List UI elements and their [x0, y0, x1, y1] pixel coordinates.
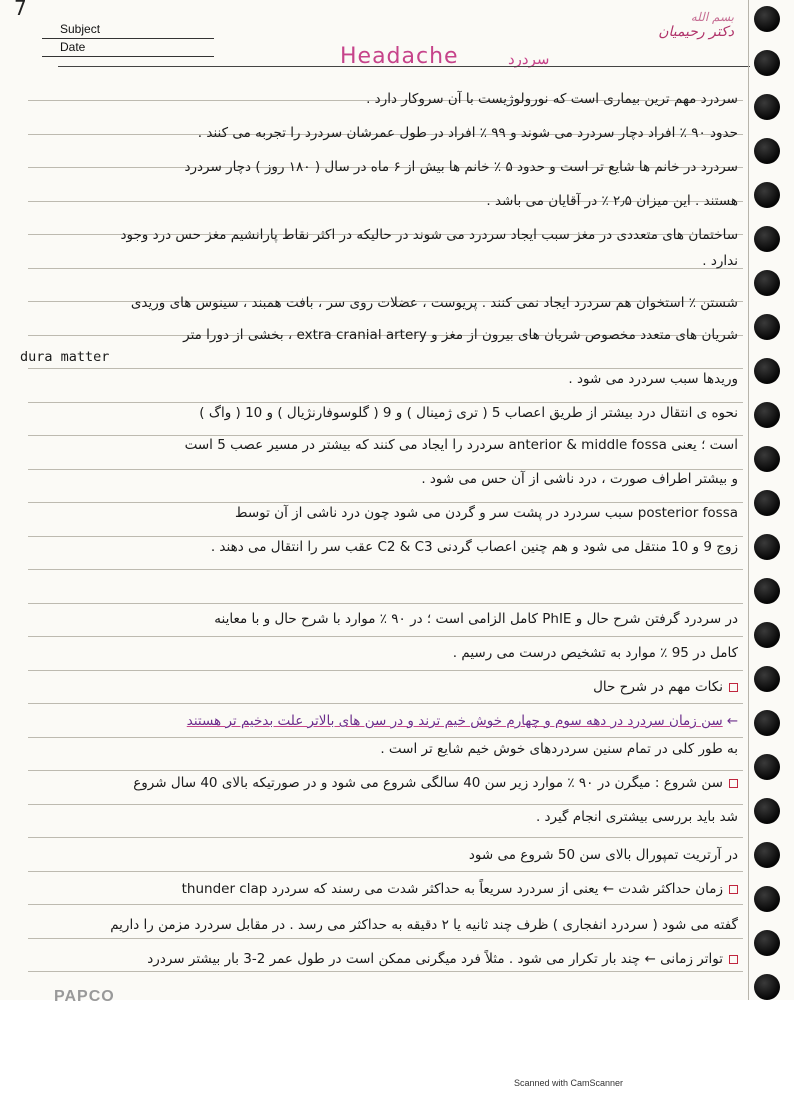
note-line-12: است ؛ یعنی anterior & middle fossa سردرد را ایجاد می کنند که بیشتر در مسیر عصب 5 است [184, 437, 738, 453]
note-line-17: کامل در 95 ٪ موارد به تشخیص درست می رسیم . [452, 645, 738, 661]
note-line-9: dura matter [20, 349, 110, 365]
note-line-24 [20, 876, 738, 902]
binding-hole [754, 754, 780, 780]
note-line-20: به طور کلی در تمام سنین سردردهای خوش خیم شایع تر است . [380, 741, 738, 757]
note-line-24-text: زمان حداکثر شدت ← یعنی از سردرد سریعاً به حداکثر شدت می رسند که سردرد thunder clap [181, 881, 723, 897]
binding-hole [754, 138, 780, 164]
note-line-18-text: نکات مهم در شرح حال [593, 679, 723, 695]
binding-hole [754, 314, 780, 340]
author-note-line2: بسم الله [690, 10, 734, 24]
binding-hole [754, 270, 780, 296]
title-row [0, 44, 760, 72]
ruled-line [28, 603, 743, 604]
ruled-line [28, 703, 743, 704]
binding-hole [754, 94, 780, 120]
page-title-fa: سردرد [508, 50, 550, 68]
note-line-1: سردرد مهم ترین بیماری است که نورولوژیست با آن سروکار دارد . [366, 91, 738, 107]
note-line-21-text: سن شروع : میگرن در ۹۰ ٪ موارد زیر سن 40 سالگی شروع می شود و در صورتیکه بالای 40 سال شروع [133, 775, 723, 791]
subject-underline [42, 38, 214, 39]
note-line-14: posterior fossa سبب سردرد در پشت سر و گردن می شود چون درد ناشی از آن توسط [235, 505, 738, 521]
note-line-8: شریان های متعدد مخصوص شریان های بیرون از مغز و extra cranial artery ، بخشی از دورا متر [183, 327, 738, 343]
note-line-18 [20, 674, 738, 700]
ruled-line [28, 670, 743, 671]
note-line-16: در سردرد گرفتن شرح حال و PhIE کامل الزامی است ؛ در ۹۰ ٪ موارد با شرح حال و با معاینه [214, 611, 738, 627]
note-line-2: حدود ۹۰ ٪ افراد دچار سردرد می شوند و ۹۹ ٪ افراد در طول عمرشان سردرد را تجربه می کنند . [197, 125, 738, 141]
binding-hole [754, 666, 780, 692]
author-note [658, 10, 734, 40]
subject-label: Subject [60, 22, 101, 36]
bullet-icon [729, 779, 738, 788]
binding-hole [754, 886, 780, 912]
ruled-line [28, 904, 743, 905]
note-line-26-text: تواتر زمانی ← چند بار تکرار می شود . مثلاً فرد میگرنی ممکن است در طول عمر 2-3 بار بیشتر سردرد [147, 951, 723, 967]
binding-hole [754, 50, 780, 76]
date-label: Date [60, 40, 86, 54]
note-line-26 [20, 946, 738, 972]
binding-hole [754, 226, 780, 252]
ruled-line [28, 837, 743, 838]
note-line-23: در آرتریت تمپورال بالای سن 50 شروع می شود [468, 847, 738, 863]
binding-hole [754, 930, 780, 956]
ruled-line [28, 938, 743, 939]
note-line-4: هستند . این میزان ۲٫۵ ٪ در آقایان می باشد . [486, 193, 738, 209]
note-line-10: وریدها سبب سردرد می شود . [568, 371, 738, 387]
binding-hole [754, 622, 780, 648]
ruled-line [28, 871, 743, 872]
papco-logo: PAPCO [54, 988, 115, 1005]
arrow-icon: ← [726, 713, 738, 729]
note-line-13: و بیشتر اطراف صورت ، درد ناشی از آن حس می شود . [421, 471, 738, 487]
checkbox-icon [729, 683, 738, 692]
ruled-line [28, 636, 743, 637]
bullet-icon [729, 955, 738, 964]
note-line-6: ندارد . [702, 253, 738, 269]
note-line-3: سردرد در خانم ها شایع تر است و حدود ۵ ٪ خانم ها بیش از ۶ ماه در سال ( ۱۸۰ روز ) دچار سردرد [184, 159, 738, 175]
binding-hole [754, 402, 780, 428]
binding-hole [754, 182, 780, 208]
binding-hole [754, 974, 780, 1000]
note-line-11: نحوه ی انتقال درد بیشتر از طریق اعصاب 5 ( تری ژمینال ) و 9 ( گلوسوفارنژیال ) و 10 ( واگ ) [199, 405, 738, 421]
binding-hole [754, 358, 780, 384]
binding-hole [754, 446, 780, 472]
note-line-21 [20, 770, 738, 796]
ruled-line [28, 569, 743, 570]
page-title-en: Headache [340, 44, 459, 69]
note-line-7: شستن ٪ استخوان هم سردرد ایجاد نمی کنند . پریوست ، عضلات روی سر ، بافت همبند ، سینوس های وریدی [130, 295, 738, 311]
binding-hole [754, 798, 780, 824]
bullet-icon [729, 885, 738, 894]
binding-hole [754, 578, 780, 604]
scanner-watermark: Scanned with CamScanner [514, 1078, 624, 1088]
margin-rule [748, 0, 749, 1000]
note-line-5: ساختمان های متعددی در مغز سبب ایجاد سردرد می شوند در حالیکه در اکثر نقاط پارانشیم مغز حس درد وجود [120, 227, 738, 243]
author-note-line1: دکتر رحیمیان [658, 24, 734, 40]
binding-hole [754, 710, 780, 736]
binding-hole [754, 842, 780, 868]
binding-hole [754, 6, 780, 32]
page-corner-mark: 7 [14, 0, 27, 20]
header-divider [58, 66, 750, 67]
note-line-22: شد باید بررسی بیشتری انجام گیرد . [535, 809, 738, 825]
note-line-19 [20, 708, 738, 734]
note-line-25: گفته می شود ( سردرد انفجاری ) ظرف چند ثانیه یا ۲ دقیقه به حداکثر می رسد . در مقابل سردرد مزمن را داریم [110, 917, 738, 933]
note-line-19-text: سن زمان سردرد در دهه سوم و چهارم خوش خیم ترند و در سن های بالاتر علت بدخیم تر هستند [186, 713, 723, 729]
binding-hole [754, 490, 780, 516]
note-line-15: زوج 9 و 10 منتقل می شود و هم چنین اعصاب گردنی C2 & C3 عقب سر را انتقال می دهند . [210, 539, 738, 555]
binding-hole [754, 534, 780, 560]
